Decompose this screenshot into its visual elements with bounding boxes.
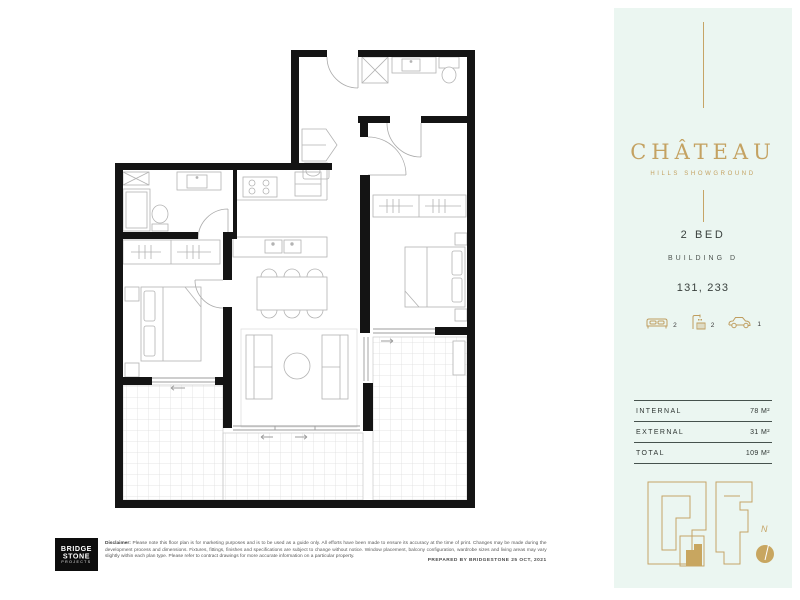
building-key-plan [628, 474, 778, 580]
dining-table [257, 269, 327, 318]
cooktop [243, 177, 277, 197]
vanity-1 [177, 172, 221, 190]
logo-line: STONE [62, 551, 91, 560]
area-value: 31 M² [750, 429, 770, 436]
unit-numbers: 131, 233 [676, 282, 730, 294]
floor-plan [115, 45, 480, 510]
bed-count: 2 [673, 322, 677, 329]
laundry-unit [362, 57, 388, 83]
area-row-total [634, 442, 772, 463]
feature-cars [727, 314, 761, 329]
pantry [302, 129, 337, 161]
car-icon [727, 314, 753, 329]
shower-icon [690, 313, 707, 330]
area-row-external [634, 421, 772, 442]
bridgestone-logo [55, 538, 98, 571]
brand-title: CHÂTEAU [630, 140, 776, 164]
building-label: BUILDING D [667, 255, 739, 262]
disclaimer-label: Disclaimer: [105, 540, 131, 546]
wardrobe-1 [373, 195, 466, 217]
north-label: N [761, 524, 768, 534]
toilet-2 [439, 57, 459, 83]
car-count: 1 [757, 321, 761, 328]
area-label: TOTAL [636, 450, 665, 457]
area-label: INTERNAL [636, 408, 682, 415]
area-value: 78 M² [750, 408, 770, 415]
bed-1 [405, 233, 467, 321]
bath-count: 2 [710, 322, 715, 329]
sofa-right [322, 335, 348, 399]
divider-line-middle [703, 190, 704, 222]
vanity-2 [392, 57, 436, 73]
sofa-left [246, 335, 272, 399]
disclaimer-text: Please note this floor plan is for marketing purposes and is to be used as a guide only. All efforts have been made to ensure its accuracy at the time of print. Changes may be made during the development process and dimensions. Fixtures, fittings, finishes and specifications are subject to change without notice. Window placement, balcony configuration, wardrobe sizes and living areas may vary slightly within each plan type. Please refer to contract drawings for more accurate information on a particular property. [105, 540, 547, 558]
wardrobe-2 [123, 240, 220, 264]
area-value: 109 M² [745, 450, 770, 457]
area-label: EXTERNAL [636, 429, 685, 436]
brand-subtitle: HILLS SHOWGROUND [650, 171, 756, 177]
area-row-internal [634, 400, 772, 421]
kitchen-island [233, 237, 327, 257]
north-compass-icon [756, 545, 774, 563]
balcony-planter [453, 341, 465, 375]
coffee-table [284, 353, 310, 379]
shower-1 [123, 189, 150, 231]
divider-line-top [703, 22, 704, 108]
feature-icons-row [614, 313, 792, 330]
info-panel [614, 8, 792, 588]
toilet-1 [152, 205, 168, 231]
feature-beds [645, 313, 677, 330]
prepared-by: PREPARED BY BRIDGESTONE 25 OCT, 2021 [427, 557, 547, 563]
logo-line: BRIDGE [60, 544, 93, 553]
logo-line: PROJECTS [61, 559, 92, 564]
bed-icon [645, 313, 669, 330]
area-table [634, 400, 772, 464]
unit-location-marker [686, 544, 702, 566]
feature-baths [690, 313, 715, 330]
key-building-right [716, 482, 752, 564]
unit-type: 2 BED [680, 229, 726, 241]
bed-2 [125, 287, 201, 377]
linen-box [123, 172, 149, 185]
balcony-tiles [123, 337, 467, 500]
